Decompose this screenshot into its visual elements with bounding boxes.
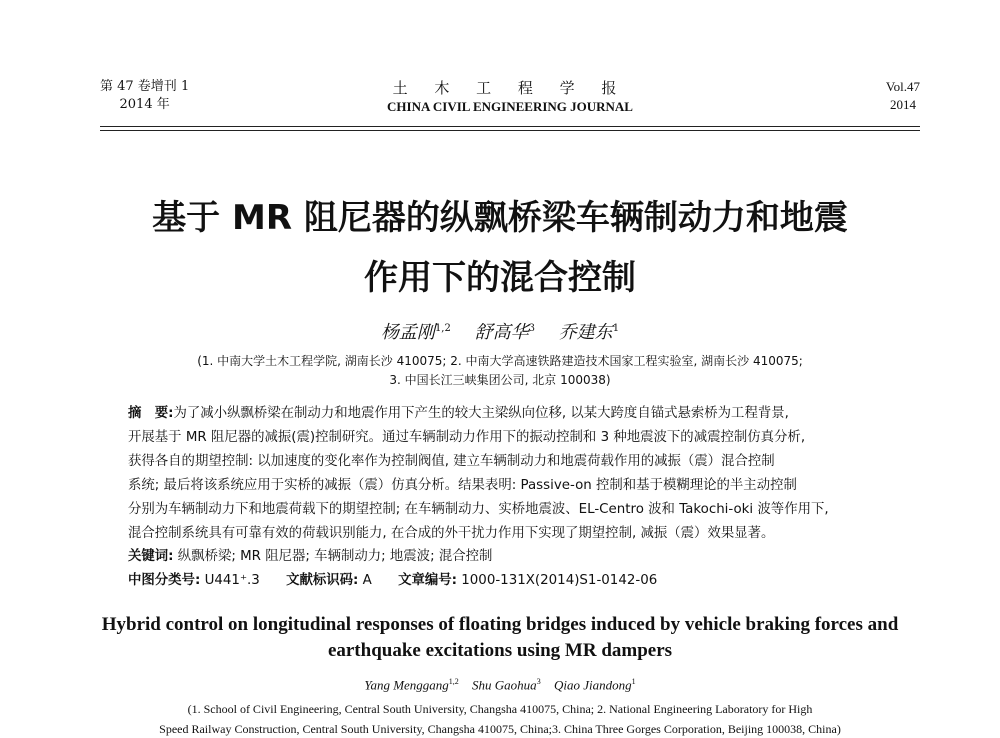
- abstract-line: 获得各自的期望控制: 以加速度的变化率作为控制阀值, 建立车辆制动力和地震荷载作用的减振（震）混合控制: [128, 454, 775, 469]
- header-volume-en: Vol.47: [885, 79, 920, 94]
- journal-header: [100, 78, 920, 126]
- affiliation-en-line1: (1. School of Civil Engineering, Central South University, Changsha 410075, China; 2. National Engineering Laboratory for High: [187, 702, 813, 716]
- header-center: [310, 78, 710, 116]
- classification-info: [128, 570, 880, 592]
- journal-name-en: CHINA CIVIL ENGINEERING JOURNAL: [387, 99, 633, 114]
- header-year-en: 2014: [889, 97, 916, 112]
- author-cn-sup: 1,2: [434, 323, 451, 334]
- paper-title-en-line1: Hybrid control on longitudinal responses of floating bridges induced by vehicle braking forces and: [101, 614, 899, 635]
- paper-title-en-line2: earthquake excitations using MR dampers: [327, 640, 673, 661]
- author-cn-name: 舒高华: [474, 322, 529, 343]
- doc-code-value: A: [362, 573, 372, 588]
- abstract-line: 系统; 最后将该系统应用于实桥的减振（震）仿真分析。结果表明: Passive-on 控制和基于模糊理论的半主动控制: [128, 478, 797, 493]
- paper-title-cn-line2: 作用下的混合控制: [364, 258, 636, 298]
- paper-title-cn-line1: 基于 MR 阻尼器的纵飘桥梁车辆制动力和地震: [152, 198, 848, 238]
- affiliation-cn-line2: 3. 中国长江三峡集团公司, 北京 100038): [389, 373, 611, 387]
- abstract-line: 开展基于 MR 阻尼器的减振(震)控制研究。通过车辆制动力作用下的振动控制和 3 种地震波下的减震控制仿真分析,: [128, 430, 806, 445]
- author-en-name: Qiao Jiandong: [553, 677, 632, 693]
- clc-label: 中图分类号:: [128, 573, 201, 588]
- author-en-sup: 3: [536, 677, 541, 686]
- abstract-label: 摘 要:: [128, 406, 174, 421]
- author-cn-sup: 1: [612, 323, 620, 334]
- article-number-label: 文章编号:: [398, 573, 457, 588]
- abstract-line: [128, 402, 880, 426]
- abstract-line: 混合控制系统具有可靠有效的荷载识别能力, 在合成的外干扰力作用下实现了期望控制, 减振（震）效果显著。: [128, 526, 775, 541]
- doc-code-label: 文献标识码:: [286, 573, 359, 588]
- author-en-name: Yang Menggang: [364, 677, 449, 693]
- abstract-cn: [128, 402, 880, 546]
- affiliation-cn-line1: (1. 中南大学土木工程学院, 湖南长沙 410075; 2. 中南大学高速铁路建造技术国家工程实验室, 湖南长沙 410075;: [197, 354, 803, 368]
- header-divider: [100, 126, 920, 131]
- journal-name-cn: 土 木 工 程 学 报: [392, 79, 628, 97]
- author-en-name: Shu Gaohua: [472, 677, 537, 693]
- author-en-sup: 1: [631, 677, 636, 686]
- author-cn-name: 乔建东: [558, 322, 613, 343]
- author-cn-sup: 3: [528, 323, 535, 334]
- author-cn-name: 杨孟刚: [380, 322, 435, 343]
- header-left: [100, 78, 189, 114]
- affiliation-en-line2: Speed Railway Construction, Central South University, Changsha 410075, China;3. China Three Gorges Corporation, Beijing 100038, China): [159, 722, 841, 736]
- header-right: [886, 78, 920, 114]
- abstract-text: 为了减小纵飘桥梁在制动力和地震作用下产生的较大主梁纵向位移, 以某大跨度自锚式悬索桥为工程背景,: [173, 406, 789, 421]
- clc-value: U441⁺.3: [204, 573, 260, 588]
- keywords-cn: [128, 546, 880, 568]
- author-en-sup: 1,2: [448, 677, 459, 686]
- article-number-value: 1000-131X(2014)S1-0142-06: [461, 573, 658, 588]
- keywords-text: 纵飘桥梁; MR 阻尼器; 车辆制动力; 地震波; 混合控制: [177, 549, 493, 564]
- abstract-line: 分别为车辆制动力下和地震荷载下的期望控制; 在车辆制动力、实桥地震波、EL-Centro 波和 Takochi-oki 波等作用下,: [128, 502, 829, 517]
- authors-en: [0, 677, 1000, 693]
- authors-cn: [0, 318, 1000, 344]
- header-volume-cn: 第 47 卷增刊 1: [100, 79, 190, 94]
- keywords-label: 关键词:: [128, 549, 174, 564]
- header-year-cn: 2014 年: [119, 97, 170, 112]
